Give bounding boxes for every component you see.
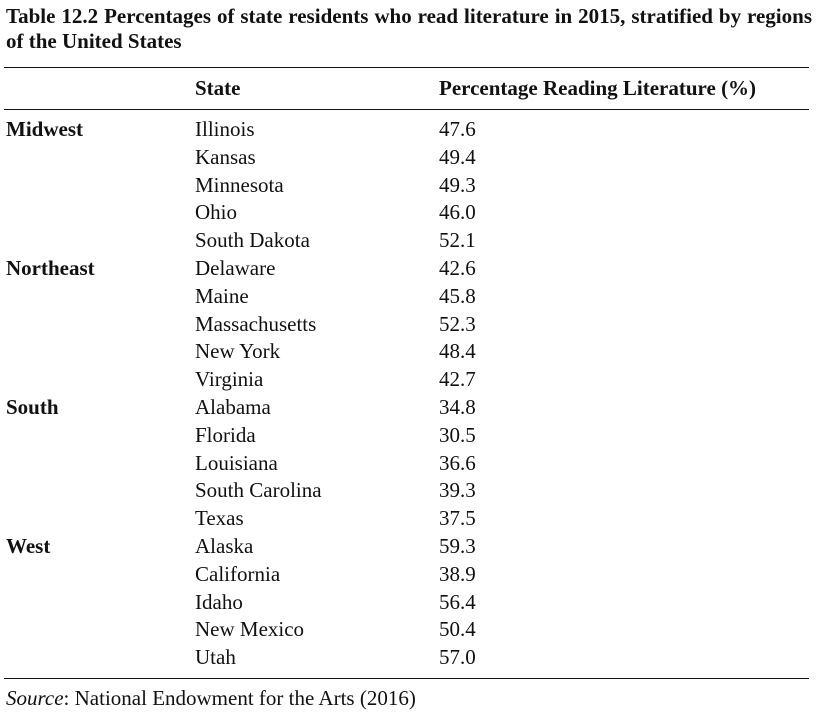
table-row	[0, 144, 821, 172]
percentage-value: 50.4	[439, 617, 476, 642]
state-name: Illinois	[195, 117, 255, 141]
state-name: Ohio	[195, 200, 237, 225]
table-title: Percentages of state residents who read literature in 2015, stratified by regions of the United States	[6, 4, 812, 53]
percentage-value: 42.7	[439, 367, 476, 392]
percentage-value: 39.3	[439, 478, 476, 503]
state-name: Delaware	[195, 255, 276, 280]
table-row	[0, 533, 821, 561]
table-row	[0, 199, 821, 227]
table-row	[0, 450, 821, 478]
state-name: Texas	[195, 506, 244, 531]
percentage-value: 57.0	[439, 645, 476, 670]
state-name: Maine	[195, 283, 249, 308]
state-name: South Carolina	[195, 478, 322, 503]
percentage-value: 38.9	[439, 561, 476, 586]
state-name: Florida	[195, 422, 256, 447]
table-row	[0, 561, 821, 589]
percentage-value: 49.3	[439, 172, 476, 197]
table-row	[0, 477, 821, 505]
state-name: Kansas	[195, 144, 256, 169]
bottom-rule	[4, 678, 809, 679]
percentage-value: 36.6	[439, 450, 476, 475]
region-label: South	[6, 394, 59, 419]
percentage-value: 59.3	[439, 533, 476, 558]
table-row	[0, 505, 821, 533]
state-name: Louisiana	[195, 450, 278, 475]
header-rule	[4, 109, 809, 110]
percentage-value: 42.6	[439, 255, 476, 280]
state-name: Alabama	[195, 394, 271, 419]
state-name: Minnesota	[195, 172, 284, 197]
table-row	[0, 338, 821, 366]
table-row	[0, 227, 821, 255]
table-row	[0, 255, 821, 283]
table-row	[0, 172, 821, 200]
table-row	[0, 116, 821, 144]
state-name: New York	[195, 339, 281, 364]
state-name: New Mexico	[195, 617, 305, 642]
table-row	[0, 422, 821, 450]
table-row	[0, 616, 821, 644]
state-name: California	[195, 561, 281, 586]
state-name: Massachusetts	[195, 311, 317, 336]
region-label: Northeast	[6, 255, 95, 280]
region-label: West	[6, 533, 51, 558]
table-row	[0, 366, 821, 394]
table-row	[0, 283, 821, 311]
percentage-value: 37.5	[439, 506, 476, 531]
state-name: Utah	[195, 645, 236, 670]
state-name: Alaska	[195, 533, 254, 558]
percentage-value: 47.6	[439, 117, 476, 141]
percentage-value: 46.0	[439, 200, 476, 225]
state-name: Idaho	[195, 589, 243, 614]
column-header-percentage: Percentage Reading Literature (%)	[439, 76, 757, 100]
table-caption	[6, 4, 812, 54]
table-body	[0, 116, 821, 672]
percentage-value: 52.3	[439, 311, 476, 336]
percentage-value: 30.5	[439, 422, 476, 447]
table-row	[0, 589, 821, 617]
percentage-value: 48.4	[439, 339, 476, 364]
state-name: Virginia	[195, 367, 264, 392]
source-label: Source	[6, 686, 64, 710]
table-row	[0, 644, 821, 672]
percentage-value: 49.4	[439, 144, 476, 169]
percentage-value: 56.4	[439, 589, 476, 614]
percentage-value: 45.8	[439, 283, 476, 308]
percentage-value: 52.1	[439, 228, 476, 253]
percentage-value: 34.8	[439, 394, 476, 419]
table-number: Table 12.2	[6, 4, 99, 28]
top-rule	[4, 67, 809, 68]
source-text: : National Endowment for the Arts (2016)	[63, 686, 416, 710]
table-row	[0, 394, 821, 422]
source-note	[6, 684, 416, 712]
region-label: Midwest	[6, 117, 83, 141]
column-header-state: State	[195, 76, 241, 100]
state-name: South Dakota	[195, 228, 310, 253]
table-row	[0, 311, 821, 339]
